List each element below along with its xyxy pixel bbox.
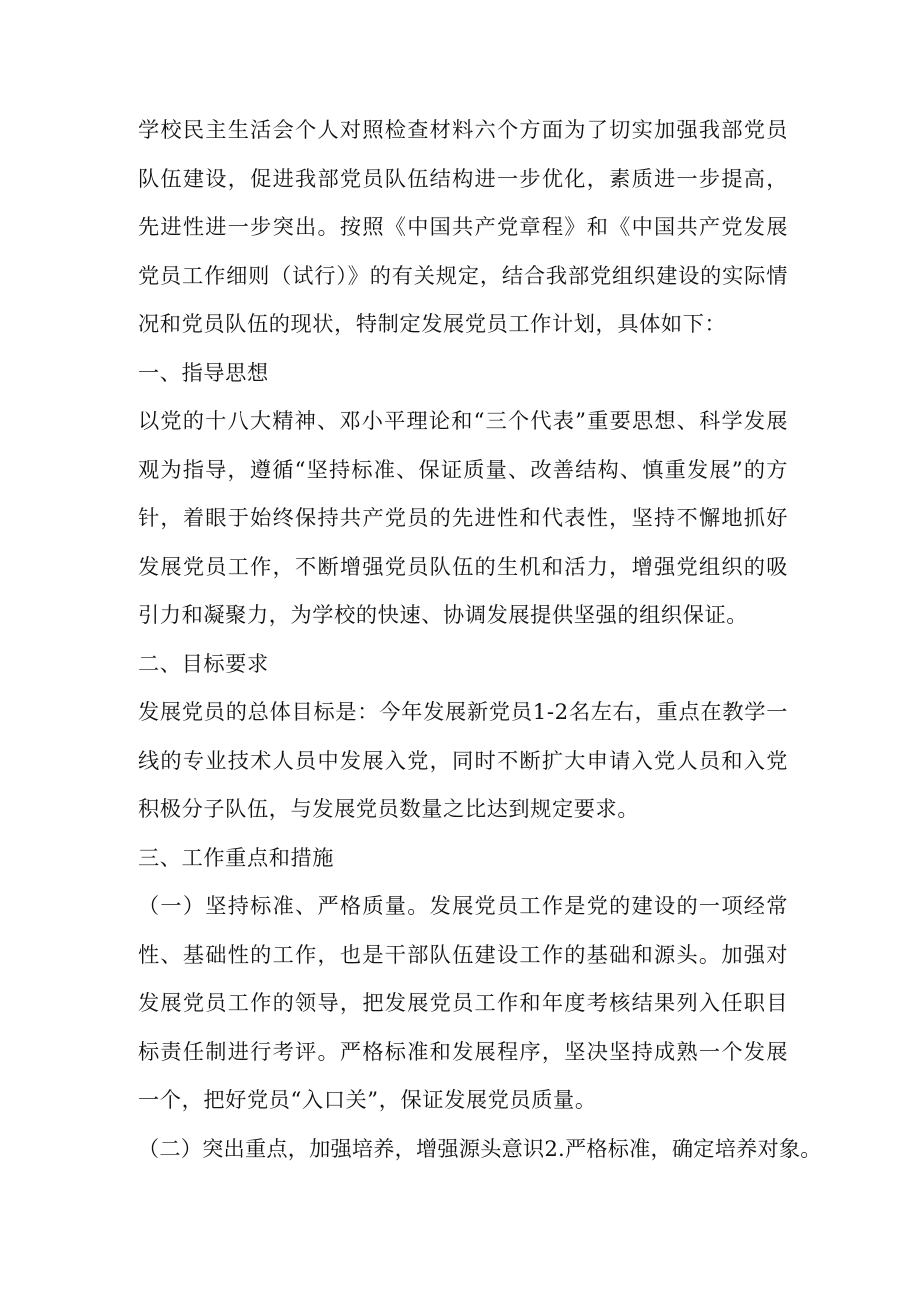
intro-paragraph: 学校民主生活会个人对照检查材料六个方面为了切实加强我部党员队伍建设，促进我部党员队伍结构进一步优化，素质进一步提高，先进性进一步突出。按照《中国共产党章程》和《中国共产党发展党员工作细则（试行）》的有关规定，结合我部党组织建设的实际情况和党员队伍的现状，特制定发展党员工作计划，具体如下： <box>138 117 788 336</box>
goals-paragraph: 发展党员的总体目标是：今年发展新党员1-2名左右，重点在教学一线的专业技术人员中发展入党，同时不断扩大申请入党人员和入党积极分子队伍，与发展党员数量之比达到规定要求。 <box>138 699 788 821</box>
guiding-ideology-paragraph: 以党的十八大精神、邓小平理论和“三个代表”重要思想、科学发展观为指导，遵循“坚持标准、保证质量、改善结构、慎重发展”的方针，着眼于始终保持共产党员的先进性和代表性，坚持不懈地抓好发展党员工作，不断增强党员队伍的生机和活力，增强党组织的吸引力和凝聚力，为学校的快速、协调发展提供坚强的组织保证。 <box>138 408 788 627</box>
key-work-paragraph-1: （一）坚持标准、严格质量。发展党员工作是党的建设的一项经常性、基础性的工作，也是干部队伍建设工作的基础和源头。加强对发展党员工作的领导，把发展党员工作和年度考核结果列入任职目标责任制进行考评。严格标准和发展程序，坚决坚持成熟一个发展一个，把好党员“入口关”，保证发展党员质量。 <box>138 893 788 1112</box>
section-heading-goals: 二、目标要求 <box>138 650 269 676</box>
section-heading-guiding-ideology: 一、指导思想 <box>138 359 269 385</box>
key-work-paragraph-2: （二）突出重点，加强培养，增强源头意识2.严格标准，确定培养对象。 <box>138 1135 822 1161</box>
section-heading-key-work: 三、工作重点和措施 <box>138 844 335 870</box>
document-page <box>138 106 822 1173</box>
